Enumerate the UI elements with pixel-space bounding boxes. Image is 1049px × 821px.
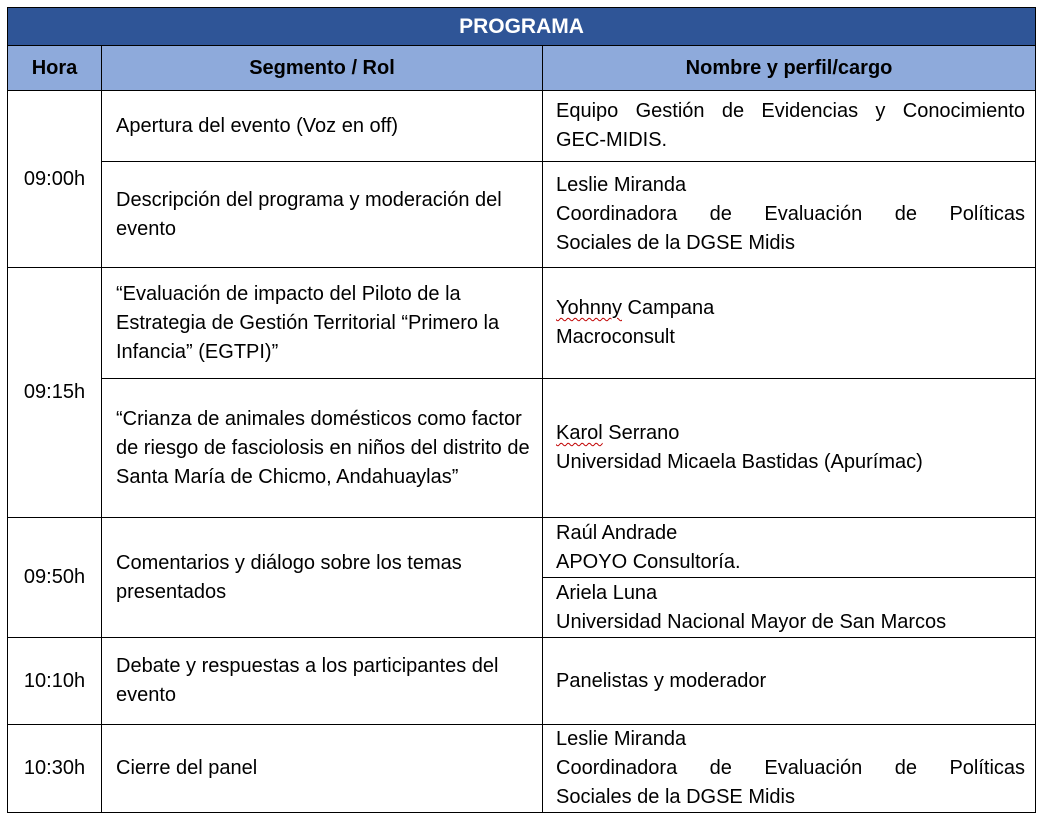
- profile-cell: Panelistas y moderador: [543, 638, 1036, 725]
- header-segmento: Segmento / Rol: [102, 46, 543, 91]
- table-title: PROGRAMA: [8, 8, 1036, 46]
- profile-first-name: Karol: [556, 422, 603, 444]
- profile-cell: [543, 578, 1036, 638]
- profile-line: Equipo Gestión de Evidencias y Conocimiento: [556, 100, 1026, 122]
- profile-line: Sociales de la DGSE Midis: [556, 786, 795, 808]
- profile-org: Macroconsult: [556, 326, 675, 348]
- header-hora: Hora: [8, 46, 102, 91]
- profile-name: Leslie Miranda: [556, 728, 687, 750]
- table-row: [8, 162, 1036, 268]
- profile-last-name: Campana: [622, 297, 715, 319]
- profile-line: Sociales de la DGSE Midis: [556, 232, 795, 254]
- segment-cell: Debate y respuestas a los participantes del evento: [102, 638, 543, 725]
- hora-cell: 10:30h: [8, 725, 102, 813]
- profile-name: Ariela Luna: [556, 581, 658, 604]
- profile-org: Universidad Nacional Mayor de San Marcos: [556, 610, 947, 633]
- table-row: [8, 518, 1036, 578]
- profile-name: [556, 419, 1025, 448]
- profile-cell: [543, 91, 1036, 162]
- hora-cell: 09:50h: [8, 518, 102, 638]
- profile-name: [556, 294, 1025, 323]
- table-title-row: [8, 8, 1036, 46]
- profile-cell: [543, 725, 1036, 813]
- hora-cell: 10:10h: [8, 638, 102, 725]
- profile-cell: [543, 162, 1036, 268]
- profile-org: APOYO Consultoría.: [556, 550, 741, 573]
- table-row: [8, 725, 1036, 813]
- segment-cell: Descripción del programa y moderación del evento: [102, 162, 543, 268]
- profile-cell: [543, 518, 1036, 578]
- hora-cell: 09:00h: [8, 91, 102, 268]
- profile-org: Universidad Micaela Bastidas (Apurímac): [556, 451, 923, 473]
- table-row: [8, 638, 1036, 725]
- table-row: [8, 268, 1036, 379]
- table-row: [8, 379, 1036, 518]
- profile-name: Leslie Miranda: [556, 174, 687, 196]
- profile-name: Raúl Andrade: [556, 521, 678, 544]
- program-table: [7, 7, 1036, 813]
- profile-first-name: Yohnny: [556, 297, 622, 319]
- profile-line: GEC-MIDIS.: [556, 129, 668, 151]
- segment-cell: Apertura del evento (Voz en off): [102, 91, 543, 162]
- segment-cell: Cierre del panel: [102, 725, 543, 813]
- profile-cell: [543, 379, 1036, 518]
- segment-cell: “Crianza de animales domésticos como factor de riesgo de fasciolosis en niños del distrito de Santa María de Chicmo, Andahuaylas”: [102, 379, 543, 518]
- segment-cell: “Evaluación de impacto del Piloto de la Estrategia de Gestión Territorial “Primero la Infancia” (EGTPI)”: [102, 268, 543, 379]
- table-row: [8, 91, 1036, 162]
- header-nombre: Nombre y perfil/cargo: [543, 46, 1036, 91]
- hora-cell: 09:15h: [8, 268, 102, 518]
- profile-line: Coordinadora de Evaluación de Políticas: [556, 757, 1026, 779]
- table-header-row: [8, 46, 1036, 91]
- profile-last-name: Serrano: [602, 422, 680, 444]
- profile-cell: [543, 268, 1036, 379]
- segment-cell: Comentarios y diálogo sobre los temas presentados: [102, 518, 543, 638]
- profile-line: Coordinadora de Evaluación de Políticas: [556, 203, 1026, 225]
